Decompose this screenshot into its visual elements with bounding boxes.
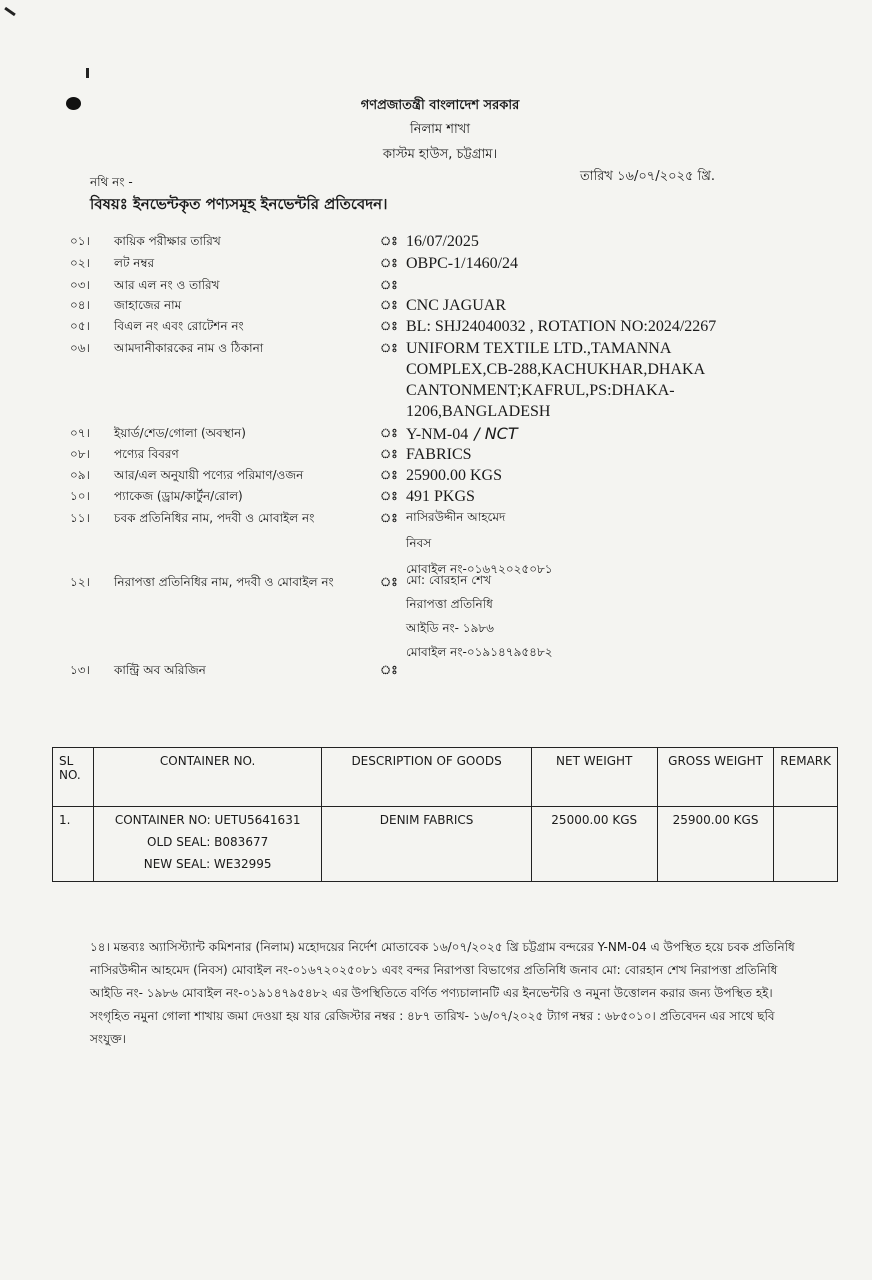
field-value: 491 PKGS (406, 488, 475, 505)
field-number: ১২। (70, 575, 90, 589)
field-value: BL: SHJ24040032 , ROTATION NO:2024/2267 (406, 318, 717, 335)
field-label: পণ্যের বিবরণ (114, 447, 179, 461)
field-label: নিরাপত্তা প্রতিনিধির নাম, পদবী ও মোবাইল নং (114, 575, 334, 589)
field-label: প্যাকেজ (ড্রাম/কার্টুন/রোল) (114, 489, 243, 503)
field-label: জাহাজের নাম (114, 298, 182, 312)
col-header-sl: SL NO. (53, 748, 94, 807)
field-value: OBPC-1/1460/24 (406, 255, 519, 272)
field-colon: ঃ (380, 426, 398, 440)
container-number: CONTAINER NO: UETU5641631 (114, 813, 301, 827)
scan-mark (4, 7, 16, 16)
remarks-paragraph: ১৪। মন্তব্যঃ অ্যাসিস্ট্যান্ট কমিশনার (নিলাম) মহোদয়ের নির্দেশ মোতাবেক ১৬/০৭/২০২৫ খ্রি চট্টগ্রাম বন্দরের Y-NM-04 এ উপস্থিত হয়ে চবক প্রতিনিধি নাসিরউদ্দীন আহমেদ (নিবস) মোবাইল নং-০১৬৭২০২৫০৮১ এবং বন্দর নিরাপত্তা বিভাগের প্রতিনিধি জনাব মো: বোরহান শেখ নিরাপত্তা প্রতিনিধি আইডি নং- ১৯৮৬ মোবাইল নং-০১৯১৪৭৯৫৪৮২ এর উপস্থিতিতে বর্ণিত পণ্যচালানটি এর ইনভেন্টরি ও নমুনা উত্তোলন করার জন্য উপস্থিত হই। সংগৃহিত নমুনা গোলা শাখায় জমা দেওয়া হয় যার রেজিস্টার নম্বর : ৪৮৭ তারিখ- ১৬/০৭/২০২৫ ট্যাগ নম্বর : ৬৮৫০১০। প্রতিবেদন এর সাথে ছবি সংযুক্ত। (90, 940, 795, 1046)
field-label: আমদানীকারকের নাম ও ঠিকানা (114, 341, 264, 355)
security-rep-name: মো: বোরহান শেখ (406, 573, 492, 587)
header-government: গণপ্রজাতন্ত্রী বাংলাদেশ সরকার (360, 98, 520, 113)
old-seal: OLD SEAL: B083677 (147, 835, 269, 849)
field-number: ০৬। (70, 341, 90, 355)
field-colon: ঃ (380, 234, 398, 248)
field-colon: ঃ (380, 468, 398, 482)
col-header-container: CONTAINER NO. (93, 748, 322, 807)
port-rep-designation: নিবস (406, 536, 432, 550)
new-seal: NEW SEAL: WE32995 (143, 857, 272, 871)
field-value (406, 568, 806, 664)
field-value: CNC JAGUAR (406, 297, 507, 314)
field-label: আর এল নং ও তারিখ (114, 278, 220, 292)
field-colon: ঃ (380, 575, 398, 589)
field-colon: ঃ (380, 298, 398, 312)
field-label: কান্ট্রি অব অরিজিন (114, 663, 206, 677)
handwritten-note: / NCT (474, 424, 518, 443)
field-colon: ঃ (380, 319, 398, 333)
field-value: UNIFORM TEXTILE LTD.,TAMANNA COMPLEX,CB-288,KACHUKHAR,DHAKA CANTONMENT;KAFRUL,PS:DHAKA-1206,BANGLADESH (406, 340, 705, 420)
cell-gross-weight: 25900.00 KGS (657, 807, 774, 882)
field-label: ইয়ার্ড/শেড/গোলা (অবস্থান) (114, 426, 246, 440)
field-colon: ঃ (380, 278, 398, 292)
col-header-gross-weight: GROSS WEIGHT (657, 748, 774, 807)
field-number: ০১। (70, 234, 90, 248)
field-number: ০৩। (70, 278, 90, 292)
field-colon: ঃ (380, 489, 398, 503)
security-rep-mobile: মোবাইল নং-০১৯১৪৭৯৫৪৮২ (406, 645, 553, 659)
file-number: নথি নং - (90, 175, 133, 189)
col-header-description: DESCRIPTION OF GOODS (322, 748, 531, 807)
cell-net-weight: 25000.00 KGS (531, 807, 657, 882)
field-colon: ঃ (380, 447, 398, 461)
field-label: আর/এল অনুযায়ী পণ্যের পরিমাণ/ওজন (114, 468, 304, 482)
port-rep-mobile: মোবাইল নং-০১৬৭২০২৫০৮১ (406, 562, 553, 576)
goods-table (52, 747, 838, 882)
security-rep-designation: নিরাপত্তা প্রতিনিধি (406, 597, 493, 611)
table-header-row (53, 748, 838, 807)
field-colon: ঃ (380, 511, 398, 525)
cell-sl: 1. (53, 807, 94, 882)
cell-container (93, 807, 322, 882)
port-rep-name: নাসিরউদ্দীন আহমেদ (406, 510, 506, 524)
cell-remark (774, 807, 838, 882)
field-number: ১০। (70, 489, 90, 503)
field-number: ১৩। (70, 663, 90, 677)
field-label: চবক প্রতিনিধির নাম, পদবী ও মোবাইল নং (114, 511, 315, 525)
field-colon: ঃ (380, 256, 398, 270)
header-office: কাস্টম হাউস, চট্টগ্রাম। (382, 147, 498, 162)
field-value: 16/07/2025 (406, 233, 479, 250)
col-header-net-weight: NET WEIGHT (531, 748, 657, 807)
col-header-remark: REMARK (774, 748, 838, 807)
subject-line: বিষয়ঃ ইনভেন্টকৃত পণ্যসমূহ ইনভেন্টরি প্রতিবেদন। (90, 195, 388, 213)
field-label: বিএল নং এবং রোটেশন নং (114, 319, 244, 333)
field-number: ০৫। (70, 319, 90, 333)
field-number: ১১। (70, 511, 90, 525)
field-colon: ঃ (380, 341, 398, 355)
field-number: ০২। (70, 256, 90, 270)
field-value: FABRICS (406, 446, 472, 463)
field-colon: ঃ (380, 663, 398, 677)
field-number: ০৭। (70, 426, 90, 440)
yard-value: Y-NM-04 (406, 426, 469, 443)
table-row (53, 807, 838, 882)
header-branch: নিলাম শাখা (409, 122, 471, 137)
field-value: 25900.00 KGS (406, 467, 503, 484)
punch-hole (66, 97, 81, 110)
security-rep-id: আইডি নং- ১৯৮৬ (406, 621, 494, 635)
report-date: তারিখ ১৬/০৭/২০২৫ খ্রি. (580, 169, 716, 184)
field-label: লট নম্বর (114, 256, 155, 270)
field-number: ০৯। (70, 468, 90, 482)
cell-description: DENIM FABRICS (322, 807, 531, 882)
field-number: ০৪। (70, 298, 90, 312)
field-number: ০৮। (70, 447, 90, 461)
field-label: কায়িক পরীক্ষার তারিখ (114, 234, 221, 248)
field-value (406, 423, 806, 445)
scan-mark (86, 68, 89, 78)
